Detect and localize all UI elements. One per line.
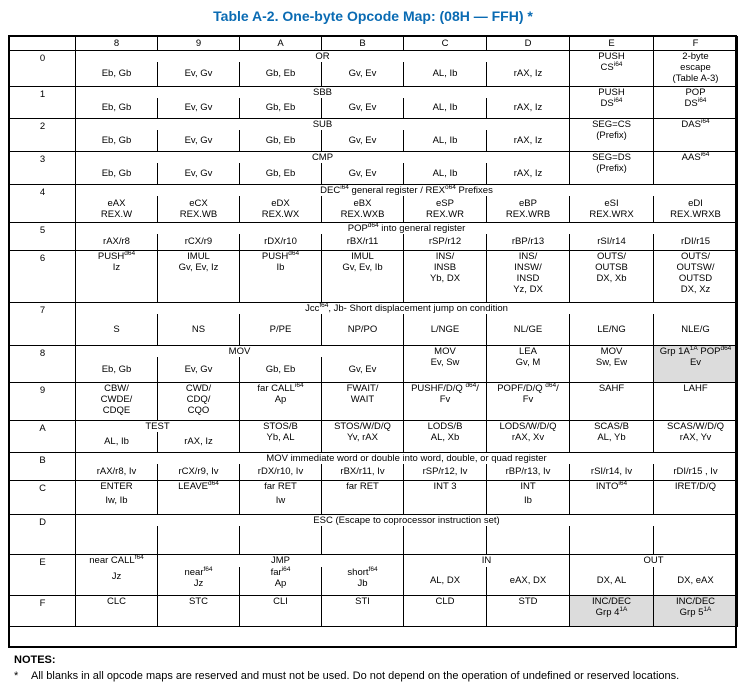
operand-cell: AL, Ib — [404, 130, 487, 151]
opcode-cell: P/PE — [240, 314, 322, 345]
opcode-cell: NL/GE — [487, 314, 570, 345]
operand-cell: AL, Ib — [404, 163, 487, 185]
opcode-cell: POP $DS^{i64}$ — [654, 86, 738, 119]
operand-cell: Gv, Ev — [322, 357, 404, 383]
opcode-cell: rAX/r8, Iv — [76, 464, 158, 481]
row-header: C — [10, 481, 76, 515]
operand-cell: AL, Ib — [76, 432, 158, 452]
opcode-cell: rSI/r14 — [570, 234, 654, 251]
row-header: 9 — [10, 383, 76, 421]
opcode-cell: LEA Gv, M — [487, 345, 570, 383]
note-text: All blanks in all opcode maps are reserved and must not be used. Do not depend on the operation of undefined or reserved locations. — [31, 670, 680, 682]
operand-cell: Gv, Ev — [322, 130, 404, 151]
opcode-cell: rSP/r12, Iv — [404, 464, 487, 481]
corner-cell — [10, 37, 76, 51]
notes-heading: NOTES: — [14, 654, 56, 666]
opcode-cell: NP/PO — [322, 314, 404, 345]
operand-cell: Gb, Eb — [240, 163, 322, 185]
col-header: C — [404, 37, 487, 51]
row-header: 7 — [10, 303, 76, 346]
row-header: 6 — [10, 251, 76, 303]
operand-cell: AL, Ib — [404, 98, 487, 119]
operand-cell: Gv, Ev — [322, 163, 404, 185]
operand-cell: DX, eAX — [654, 567, 738, 595]
operand-cell: AL, DX — [404, 567, 487, 595]
opcode-cell: INT Ib — [487, 481, 570, 515]
table-title: Table A-2. One-byte Opcode Map: (08H — FFH) * — [213, 8, 533, 24]
opcode-cell: eDI REX.WRXB — [654, 196, 738, 222]
opcode-cell: ENTER Iw, Ib — [76, 481, 158, 515]
group-label: MOV immediate word or double into word, double, or quad register — [76, 452, 738, 464]
operand-cell: Eb, Gb — [76, 130, 158, 151]
opcode-cell: MOV Sw, Ew — [570, 345, 654, 383]
opcode-cell: $PUSH^{d64}$ Iz — [76, 251, 158, 303]
opcode-cell: SEG=DS (Prefix) — [570, 151, 654, 185]
group-label: MOV — [76, 345, 404, 357]
row-header: 4 — [10, 185, 76, 223]
row-header: 2 — [10, 119, 76, 152]
opcode-cell: eDX REX.WX — [240, 196, 322, 222]
opcode-cell: PUSHF/D/Q $^{d64}$/ Fv — [404, 383, 487, 421]
opcode-cell: STD — [487, 595, 570, 626]
opcode-cell: Grp $1A^{1A}$ $POP^{d64}$ Ev — [654, 345, 738, 383]
opcode-cell: SEG=CS (Prefix) — [570, 119, 654, 152]
opcode-cell: CBW/ CWDE/ CDQE — [76, 383, 158, 421]
opcode-cell: short$^{f64}$ Jb — [322, 567, 404, 595]
row-header: 0 — [10, 51, 76, 87]
column-header-row — [10, 37, 738, 51]
operand-cell: Gb, Eb — [240, 62, 322, 86]
opcode-cell: eBX REX.WXB — [322, 196, 404, 222]
opcode-cell: 2-byte escape (Table A-3) — [654, 51, 738, 87]
opcode-cell: NS — [158, 314, 240, 345]
opcode-cell: rCX/r9 — [158, 234, 240, 251]
row-header: B — [10, 452, 76, 481]
opcode-cell: $PUSH^{d64}$ Ib — [240, 251, 322, 303]
operand-cell: Ev, Gv — [158, 62, 240, 86]
opcode-cell: eCX REX.WB — [158, 196, 240, 222]
opcode-cell: STOS/B Yb, AL — [240, 421, 322, 453]
opcode-cell: S — [76, 314, 158, 345]
opcode-cell: POPF/D/Q $^{d64}$/ Fv — [487, 383, 570, 421]
opcode-cell: far $CALL^{i64}$ Ap — [240, 383, 322, 421]
opcode-cell: $DAS^{i64}$ — [654, 119, 738, 152]
opcode-cell: OUTS/ OUTSB DX, Xb — [570, 251, 654, 303]
operand-cell: Gv, Ev — [322, 98, 404, 119]
group-label: SUB — [76, 119, 570, 131]
opcode-cell: rDX/r10 — [240, 234, 322, 251]
col-header: 8 — [76, 37, 158, 51]
group-label: ESC (Escape to coprocessor instruction set) — [76, 515, 738, 527]
operand-cell: Eb, Gb — [76, 62, 158, 86]
group-label: TEST — [76, 421, 240, 433]
opcode-cell: $AAS^{i64}$ — [654, 151, 738, 185]
group-label: CMP — [76, 151, 570, 163]
opcode-cell: STC — [158, 595, 240, 626]
row-header: E — [10, 554, 76, 595]
opcode-map-table — [9, 36, 738, 627]
empty-cell — [404, 526, 487, 554]
operand-cell: Ev, Gv — [158, 98, 240, 119]
operand-cell: Ev, Gv — [158, 130, 240, 151]
row-header: D — [10, 515, 76, 555]
opcode-cell: STOS/W/D/Q Yv, rAX — [322, 421, 404, 453]
opcode-cell: $INTO^{i64}$ — [570, 481, 654, 515]
row-header: F — [10, 595, 76, 626]
empty-cell — [240, 526, 322, 554]
operand-cell: Gv, Ev — [322, 62, 404, 86]
opcode-cell: rAX/r8 — [76, 234, 158, 251]
row-header: 1 — [10, 86, 76, 119]
operand-cell: rAX, Iz — [158, 432, 240, 452]
opcode-cell: $LEAVE^{d64}$ — [158, 481, 240, 515]
operand-cell: rAX, Iz — [487, 163, 570, 185]
operand-cell: eAX, DX — [487, 567, 570, 595]
operand-cell: Eb, Gb — [76, 163, 158, 185]
empty-cell — [487, 526, 570, 554]
opcode-cell: INS/ INSW/ INSD Yz, DX — [487, 251, 570, 303]
opcode-cell: eBP REX.WRB — [487, 196, 570, 222]
opcode-cell: rDI/r15 , Iv — [654, 464, 738, 481]
row-header: 3 — [10, 151, 76, 185]
group-label: OR — [76, 51, 570, 63]
row-header: A — [10, 421, 76, 453]
col-header: E — [570, 37, 654, 51]
col-header: 9 — [158, 37, 240, 51]
group-label: OUT — [570, 554, 738, 567]
opcode-cell: SCAS/W/D/Q rAX, Yv — [654, 421, 738, 453]
opcode-cell: INT 3 — [404, 481, 487, 515]
opcode-cell: PUSH $DS^{i64}$ — [570, 86, 654, 119]
opcode-cell: STI — [322, 595, 404, 626]
opcode-cell: CLC — [76, 595, 158, 626]
operand-cell: AL, Ib — [404, 62, 487, 86]
opcode-cell: CWD/ CDQ/ CQO — [158, 383, 240, 421]
operand-cell: rAX, Iz — [487, 130, 570, 151]
opcode-cell: L/NGE — [404, 314, 487, 345]
opcode-cell: rBX/r11, Iv — [322, 464, 404, 481]
opcode-cell: eSI REX.WRX — [570, 196, 654, 222]
operand-cell: Eb, Gb — [76, 357, 158, 383]
opcode-cell: SCAS/B AL, Yb — [570, 421, 654, 453]
empty-cell — [654, 526, 738, 554]
opcode-cell: INC/DEC Grp $4^{1A}$ — [570, 595, 654, 626]
opcode-cell: rBP/r13, Iv — [487, 464, 570, 481]
opcode-cell: LODS/B AL, Xb — [404, 421, 487, 453]
opcode-cell: INS/ INSB Yb, DX — [404, 251, 487, 303]
opcode-cell: far RET Iw — [240, 481, 322, 515]
opcode-cell: MOV Ev, Sw — [404, 345, 487, 383]
opcode-cell: far RET — [322, 481, 404, 515]
opcode-cell: OUTS/ OUTSW/ OUTSD DX, Xz — [654, 251, 738, 303]
opcode-cell: NLE/G — [654, 314, 738, 345]
empty-cell — [158, 526, 240, 554]
opcode-cell: IRET/D/Q — [654, 481, 738, 515]
opcode-cell: rCX/r9, Iv — [158, 464, 240, 481]
group-label: SBB — [76, 86, 570, 98]
opcode-cell: LODS/W/D/Q rAX, Xv — [487, 421, 570, 453]
empty-cell — [322, 526, 404, 554]
opcode-cell: PUSH $CS^{i64}$ — [570, 51, 654, 87]
col-header: A — [240, 37, 322, 51]
operand-cell: DX, AL — [570, 567, 654, 595]
opcode-cell: rBX/r11 — [322, 234, 404, 251]
operand-cell: Gb, Eb — [240, 357, 322, 383]
opcode-cell: FWAIT/ WAIT — [322, 383, 404, 421]
opcode-cell: LE/NG — [570, 314, 654, 345]
opcode-cell: SAHF — [570, 383, 654, 421]
col-header: B — [322, 37, 404, 51]
row-header: 5 — [10, 222, 76, 251]
note-item — [14, 670, 679, 682]
operand-cell: Gb, Eb — [240, 130, 322, 151]
operand-cell: rAX, Iz — [487, 62, 570, 86]
opcode-cell: INC/DEC Grp $5^{1A}$ — [654, 595, 738, 626]
group-label: JMP — [158, 554, 404, 567]
opcode-cell: rDX/r10, Iv — [240, 464, 322, 481]
group-label: $POP^{d64}$ into general register — [76, 222, 738, 234]
opcode-cell: near$^{f64}$ Jz — [158, 567, 240, 595]
opcode-cell: IMUL Gv, Ev, Iz — [158, 251, 240, 303]
opcode-cell: near $CALL^{f64}$ Jz — [76, 554, 158, 595]
operand-cell: Ev, Gv — [158, 357, 240, 383]
row-header: 8 — [10, 345, 76, 383]
opcode-cell: rBP/r13 — [487, 234, 570, 251]
operand-cell: Eb, Gb — [76, 98, 158, 119]
opcode-cell: far$^{i64}$ Ap — [240, 567, 322, 595]
note-marker: * — [14, 670, 19, 682]
group-label: IN — [404, 554, 570, 567]
opcode-cell: rDI/r15 — [654, 234, 738, 251]
group-label: Jcc$^{f64}$, Jb- Short displacement jump on condition — [76, 303, 738, 315]
opcode-cell: IMUL Gv, Ev, Ib — [322, 251, 404, 303]
empty-cell — [76, 526, 158, 554]
opcode-cell: CLD — [404, 595, 487, 626]
opcode-cell: rSI/r14, Iv — [570, 464, 654, 481]
operand-cell: rAX, Iz — [487, 98, 570, 119]
col-header: F — [654, 37, 738, 51]
group-label: $DEC^{i64}$ general register / $REX^{o64}$ Prefixes — [76, 185, 738, 197]
opcode-cell: LAHF — [654, 383, 738, 421]
operand-cell: Ev, Gv — [158, 163, 240, 185]
opcode-cell: eSP REX.WR — [404, 196, 487, 222]
col-header: D — [487, 37, 570, 51]
opcode-cell: eAX REX.W — [76, 196, 158, 222]
opcode-cell: rSP/r12 — [404, 234, 487, 251]
opcode-cell: CLI — [240, 595, 322, 626]
operand-cell: Gb, Eb — [240, 98, 322, 119]
empty-cell — [570, 526, 654, 554]
